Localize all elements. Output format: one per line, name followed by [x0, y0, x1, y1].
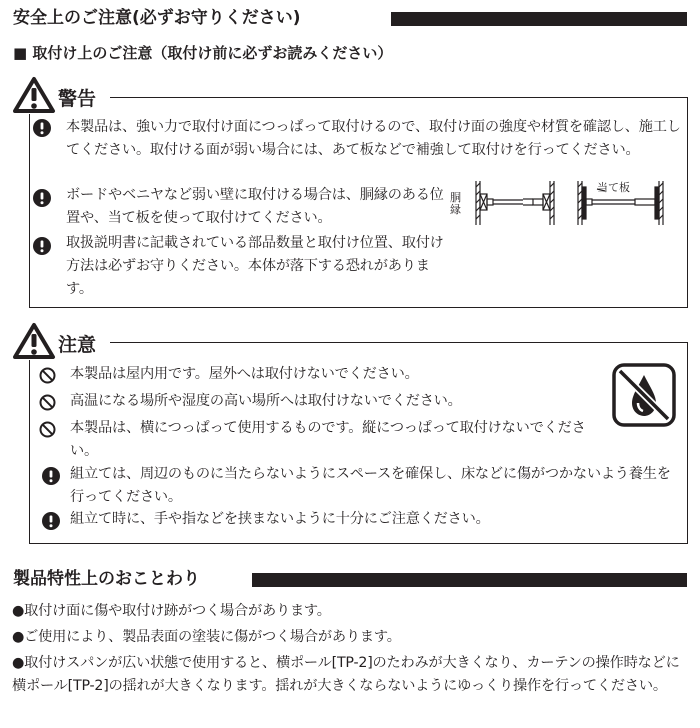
caution-mandatory-2: 組立て時に、手や指などを挟まないように十分にご注意ください。	[70, 511, 490, 527]
caution-prohibit-2: 高温になる場所や湿度の高い場所へは取付けないでください。	[70, 393, 462, 409]
mandatory-icon	[33, 189, 51, 207]
caution-heading: 注意	[58, 334, 97, 356]
warning-item-2: ボードやベニヤなど弱い壁に取付ける場合は、胴縁のある位置や、当て板を使って取付けてください。	[66, 187, 444, 226]
title-bar	[391, 12, 687, 26]
title-bar	[252, 573, 687, 587]
section-title-characteristics: 製品特性上のおことわり	[13, 569, 200, 589]
warning-triangle-icon	[12, 76, 56, 114]
warning-item-3: 取扱説明書に記載されている部品数量と取付け位置、取付け方法は必ずお守りください。本体が落下する恐れがあります。	[66, 235, 444, 297]
caution-prohibit-1: 本製品は屋内用です。屋外へは取付けないでください。	[70, 366, 419, 382]
caution-triangle-icon	[12, 322, 56, 360]
subsection-title: ■ 取付け上のご注意（取付け前に必ずお読みください）	[13, 44, 393, 62]
caution-prohibit-3: 本製品は、横につっぱって使用するものです。縦につっぱって取付けないでください。	[70, 420, 586, 459]
mandatory-icon	[33, 119, 51, 137]
furring-diagram-icon	[467, 179, 577, 227]
diagram-label-furring: 胴縁	[450, 191, 461, 216]
characteristic-item-2: ●ご使用により、製品表面の塗装に傷がつく場合があります。	[12, 629, 401, 645]
warning-item-1: 本製品は、強い力で取付け面につっぱって取付けるので、取付け面の強度や材質を確認し、施工してください。取付ける面が弱い場合には、あて板などで補強して取付けを行ってください。	[66, 119, 681, 158]
caution-heading-group	[10, 322, 110, 360]
prohibited-icon	[39, 394, 56, 411]
diagram-label-plate: 当て板	[597, 181, 630, 194]
prohibited-icon	[39, 421, 56, 438]
warning-heading: 警告	[58, 88, 97, 110]
caution-mandatory-1: 組立ては、周辺のものに当たらないようにスペースを確保し、床などに傷がつかないよう養生を行ってください。	[70, 466, 671, 505]
mandatory-icon	[42, 512, 60, 530]
characteristic-item-1: ●取付け面に傷や取付け跡がつく場合があります。	[12, 603, 331, 619]
prohibited-icon	[39, 367, 56, 384]
warning-heading-group	[10, 76, 110, 114]
section-title-safety: 安全上のご注意(必ずお守りください)	[13, 8, 301, 28]
installation-diagram	[447, 179, 677, 227]
characteristic-item-3: ●取付けスパンが広い状態で使用すると、横ポール[TP-2]のたわみが大きくなり、カーテンの操作時などに横ポール[TP-2]の揺れが大きくなります。揺れが大きくならないようにゆっくり操作を行ってください。	[12, 655, 680, 694]
mandatory-icon	[33, 237, 51, 255]
no-water-icon	[612, 363, 676, 427]
mandatory-icon	[42, 467, 60, 485]
backing-plate-diagram-icon	[575, 179, 675, 227]
